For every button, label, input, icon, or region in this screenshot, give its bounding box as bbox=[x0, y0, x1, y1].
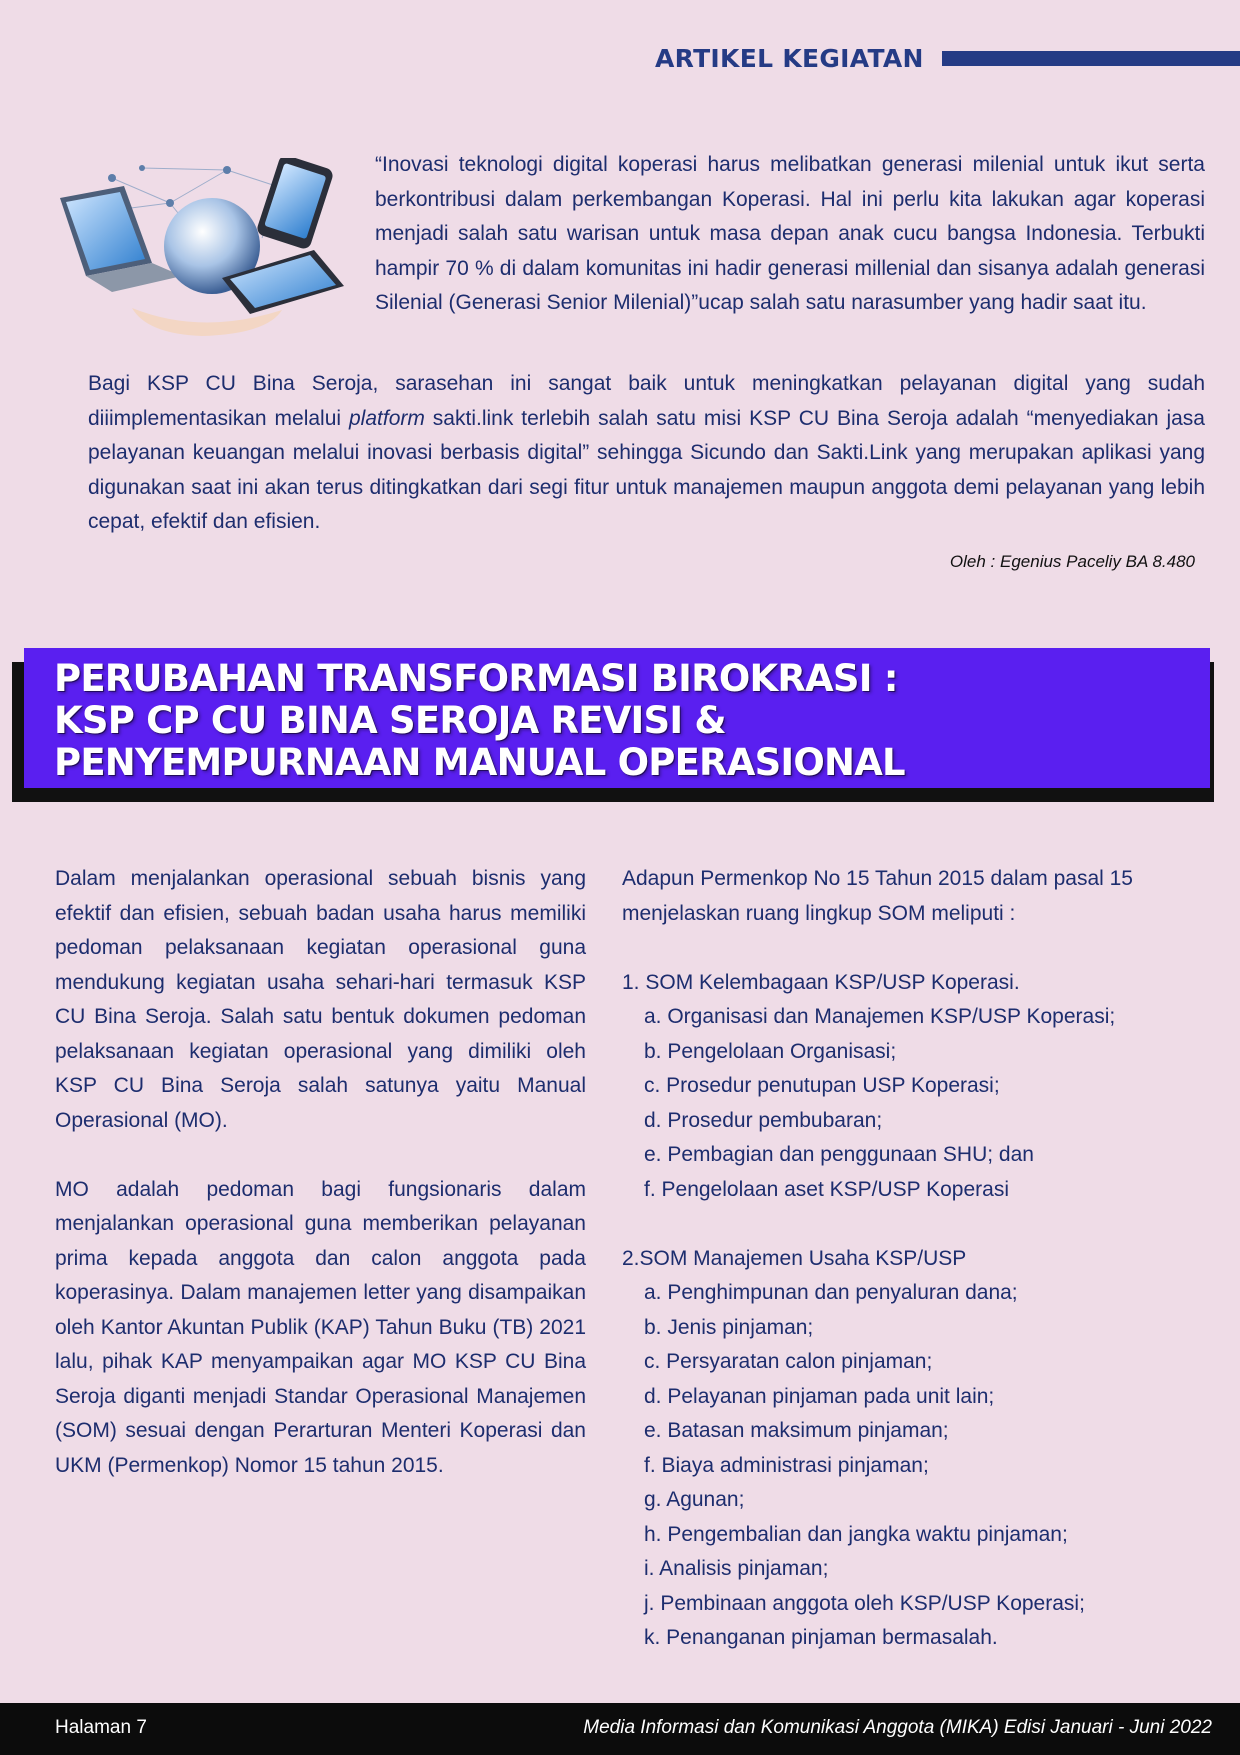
article-title-line: KSP CP CU BINA SEROJA REVISI & bbox=[54, 699, 726, 742]
digital-technology-illustration bbox=[52, 158, 374, 338]
section-header bbox=[655, 44, 1240, 73]
body-paragraph: Dalam menjalankan operasional sebuah bisnis yang efektif dan efisien, sebuah badan usaha harus memiliki pedoman pelaksanaan kegiatan operasional guna mendukung kegiatan usaha sehari-hari termasuk KSP CU Bina Seroja. Salah satu bentuk dokumen pedoman pelaksanaan kegiatan operasional yang dimiliki oleh KSP CU Bina Seroja salah satunya yaitu Manual Operasional (MO). bbox=[55, 867, 586, 1132]
list-item: c. Persyaratan calon pinjaman; bbox=[644, 1350, 933, 1373]
list-item: i. Analisis pinjaman; bbox=[644, 1557, 829, 1580]
list-item: d. Pelayanan pinjaman pada unit lain; bbox=[644, 1384, 995, 1408]
hands-icon bbox=[132, 308, 282, 336]
header-rule bbox=[942, 51, 1240, 66]
list-heading: 2.SOM Manajemen Usaha KSP/USP bbox=[622, 1246, 967, 1270]
right-column bbox=[622, 862, 1212, 1656]
article-title-line: PENYEMPURNAAN MANUAL OPERASIONAL bbox=[54, 741, 905, 784]
author-credit: Oleh : Egenius Paceliy BA 8.480 bbox=[949, 552, 1195, 571]
list-heading: 1. SOM Kelembagaan KSP/USP Koperasi. bbox=[622, 970, 1020, 994]
list-item: a. Penghimpunan dan penyaluran dana; bbox=[644, 1281, 1018, 1304]
publication-name: Media Informasi dan Komunikasi Anggota (MIKA) Edisi Januari - Juni 2022 bbox=[583, 1717, 1212, 1738]
intro-text-end: sakti.link terlebih salah satu misi KSP CU Bina Seroja adalah “menyediakan jasa pelayanan keuangan melalui inovasi berbasis digital” sehingga Sicundo dan Sakti.Link yang merupakan aplikasi yang digunakan saat ini akan terus ditingkatkan dari segi fitur untuk manajemen maupun anggota demi pelayanan yang lebih cepat, efektif dan efisien. bbox=[88, 406, 1205, 533]
list-item: a. Organisasi dan Manajemen KSP/USP Koperasi; bbox=[644, 1005, 1116, 1028]
spacer bbox=[622, 931, 1212, 966]
list-item: c. Prosedur penutupan USP Koperasi; bbox=[644, 1074, 1000, 1097]
article-title-box bbox=[24, 648, 1210, 788]
section-title: ARTIKEL KEGIATAN bbox=[655, 44, 924, 73]
list-item: b. Jenis pinjaman; bbox=[644, 1315, 814, 1339]
list-item: f. Pengelolaan aset KSP/USP Koperasi bbox=[644, 1177, 1010, 1201]
laptop-icon bbox=[60, 186, 182, 292]
page-footer bbox=[0, 1703, 1240, 1755]
smartphone-icon bbox=[255, 158, 334, 251]
list-item: h. Pengembalian dan jangka waktu pinjaman; bbox=[644, 1522, 1068, 1546]
list-item: k. Penanganan pinjaman bermasalah. bbox=[644, 1626, 998, 1649]
list-intro-line: menjelaskan ruang lingkup SOM meliputi : bbox=[622, 901, 1016, 925]
quote-paragraph: “Inovasi teknologi digital koperasi harus melibatkan generasi milenial untuk ikut serta berkontribusi dalam perkembangan Koperasi. Hal ini perlu kita lakukan agar koperasi menjadi salah satu warisan untuk masa depan anak cucu bangsa Indonesia. Terbukti hampir 70 % di dalam komunitas ini hadir generasi millenial dan sisanya adalah generasi Silenial (Generasi Senior Milenial)”ucap salah satu narasumber yang hadir saat itu. bbox=[375, 153, 1205, 314]
list-item: g. Agunan; bbox=[644, 1488, 745, 1511]
left-column bbox=[55, 862, 586, 1518]
list-item: e. Pembagian dan penggunaan SHU; dan bbox=[644, 1143, 1034, 1166]
intro-italic-term: platform bbox=[349, 406, 425, 430]
list-item: e. Batasan maksimum pinjaman; bbox=[644, 1419, 949, 1442]
list-intro-line: Adapun Permenkop No 15 Tahun 2015 dalam pasal 15 bbox=[622, 867, 1133, 890]
list-item: d. Prosedur pembubaran; bbox=[644, 1108, 883, 1132]
list-item: j. Pembinaan anggota oleh KSP/USP Koperasi; bbox=[644, 1591, 1085, 1615]
list-item: f. Biaya administrasi pinjaman; bbox=[644, 1453, 929, 1477]
spacer bbox=[622, 1207, 1212, 1242]
list-item: b. Pengelolaan Organisasi; bbox=[644, 1039, 897, 1063]
intro-paragraph bbox=[88, 367, 1205, 540]
intro-text-start: Bagi KSP CU Bina Seroja, sarasehan ini sangat baik untuk meningkatkan pelayanan digital yang sudah diiimplementasikan melalui bbox=[88, 372, 1205, 430]
article-title-line: PERUBAHAN TRANSFORMASI BIROKRASI : bbox=[54, 657, 898, 700]
body-paragraph: MO adalah pedoman bagi fungsionaris dalam menjalankan operasional guna memberikan pelayanan prima kepada anggota dan calon anggota pada koperasinya. Dalam manajemen letter yang disampaikan oleh Kantor Akuntan Publik (KAP) Tahun Buku (TB) 2021 lalu, pihak KAP menyampaikan agar MO KSP CU Bina Seroja diganti menjadi Standar Operasional Manajemen (SOM) sesuai dengan Perarturan Menteri Koperasi dan UKM (Permenkop) Nomor 15 tahun 2015. bbox=[55, 1177, 586, 1477]
page-number: Halaman 7 bbox=[55, 1717, 147, 1738]
